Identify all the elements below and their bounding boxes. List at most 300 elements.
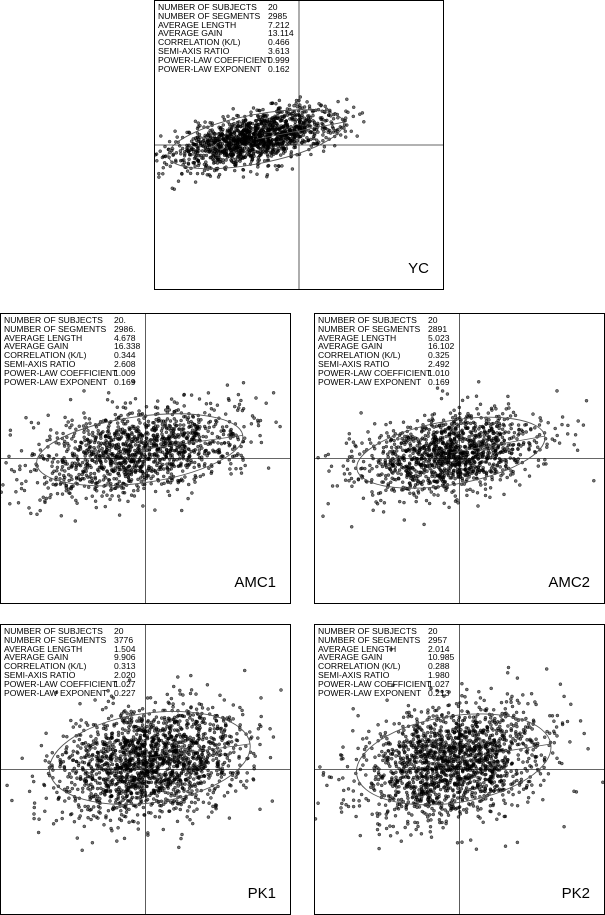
data-point: [118, 514, 121, 517]
data-point: [187, 497, 190, 500]
stat-value: 0.227: [114, 687, 136, 698]
data-point: [77, 458, 80, 461]
data-point: [55, 469, 58, 472]
data-point: [232, 107, 235, 110]
data-point: [461, 479, 464, 482]
data-point: [56, 492, 59, 495]
data-point: [74, 447, 77, 450]
data-point: [259, 419, 262, 422]
data-point: [85, 474, 88, 477]
data-point: [421, 446, 424, 449]
stat-label: AVERAGE LENGTH: [318, 332, 397, 343]
data-point: [171, 456, 174, 459]
data-point: [204, 442, 207, 445]
data-point: [193, 423, 196, 426]
data-point: [227, 115, 230, 118]
data-point: [453, 438, 456, 441]
data-point: [381, 465, 384, 468]
data-point: [62, 432, 65, 435]
data-point: [412, 492, 415, 495]
data-point: [409, 467, 412, 470]
data-point: [20, 482, 23, 485]
data-point: [499, 432, 502, 435]
stat-value: 20: [428, 315, 438, 325]
data-point: [186, 131, 189, 134]
data-point: [421, 458, 424, 461]
data-point: [344, 136, 347, 139]
data-point: [426, 465, 429, 468]
data-point: [182, 394, 185, 397]
data-point: [266, 173, 269, 176]
data-point: [190, 801, 193, 804]
data-point: [116, 422, 119, 425]
data-point: [31, 452, 34, 455]
data-point: [252, 135, 255, 138]
stat-value: 13.114: [268, 28, 294, 39]
data-point: [218, 151, 221, 154]
data-point: [181, 833, 184, 836]
data-point: [496, 464, 499, 467]
data-point: [240, 156, 243, 159]
data-point: [233, 169, 236, 172]
data-point: [199, 475, 202, 478]
data-point: [232, 747, 235, 750]
data-point: [211, 154, 214, 157]
data-point: [464, 445, 467, 448]
data-point: [372, 457, 375, 460]
data-point: [112, 468, 115, 471]
data-point: [187, 459, 190, 462]
data-point: [161, 457, 164, 460]
data-point: [204, 146, 207, 149]
data-point: [160, 420, 163, 423]
data-point: [165, 448, 168, 451]
data-point: [415, 500, 418, 503]
data-point: [479, 403, 482, 406]
data-point: [300, 116, 303, 119]
data-point: [435, 425, 438, 428]
data-point: [80, 756, 83, 759]
data-point: [447, 441, 450, 444]
data-point: [242, 176, 245, 179]
data-point: [128, 473, 131, 476]
data-point: [286, 124, 289, 127]
data-point: [421, 453, 424, 456]
data-point: [361, 442, 364, 445]
data-point: [280, 689, 283, 692]
data-point: [307, 139, 310, 142]
stat-value: 1.010: [428, 367, 450, 378]
data-point: [167, 437, 170, 440]
data-point: [577, 420, 580, 423]
stat-value: 2.020: [114, 669, 136, 680]
data-point: [290, 117, 293, 120]
data-point: [166, 693, 169, 696]
data-point: [248, 731, 251, 734]
data-point: [65, 424, 68, 427]
data-point: [189, 172, 192, 175]
stat-value: 2891: [428, 323, 448, 334]
stat-value: 2.608: [114, 358, 136, 369]
data-point: [274, 102, 277, 105]
data-point: [105, 446, 108, 449]
data-point: [475, 473, 478, 476]
data-point: [237, 135, 240, 138]
data-point: [97, 429, 100, 432]
data-point: [48, 496, 51, 499]
data-point: [118, 461, 121, 464]
data-point: [200, 770, 203, 773]
data-point: [135, 430, 138, 433]
data-point: [533, 439, 536, 442]
data-point: [277, 142, 280, 145]
group-label: YC: [408, 260, 429, 277]
data-point: [75, 468, 78, 471]
data-point: [310, 145, 313, 148]
data-point: [117, 826, 120, 829]
stat-value: 0.313: [114, 661, 136, 672]
data-point: [238, 120, 241, 123]
data-point: [87, 787, 90, 790]
data-point: [178, 451, 181, 454]
data-point: [457, 472, 460, 475]
data-point: [237, 124, 240, 127]
data-point: [270, 140, 273, 143]
data-point: [160, 429, 163, 432]
data-point: [471, 451, 474, 454]
data-point: [229, 462, 232, 465]
data-point: [255, 397, 258, 400]
data-point: [477, 457, 480, 460]
data-point: [240, 141, 243, 144]
data-point: [192, 713, 195, 716]
data-point: [29, 470, 32, 473]
data-point: [20, 449, 23, 452]
data-point: [211, 122, 214, 125]
data-point: [86, 808, 89, 811]
data-point: [389, 468, 392, 471]
data-point: [67, 473, 70, 476]
data-point: [60, 514, 63, 517]
data-point: [397, 458, 400, 461]
data-point: [208, 426, 211, 429]
data-point: [446, 452, 449, 455]
data-point: [179, 152, 182, 155]
data-point: [216, 404, 219, 407]
data-point: [187, 448, 190, 451]
data-point: [390, 488, 393, 491]
data-point: [162, 435, 165, 438]
data-point: [431, 473, 434, 476]
data-point: [180, 509, 183, 512]
data-point: [324, 127, 327, 130]
data-point: [321, 134, 324, 137]
data-point: [558, 442, 561, 445]
data-point: [196, 425, 199, 428]
data-point: [188, 753, 191, 756]
data-point: [260, 122, 263, 125]
data-point: [547, 421, 550, 424]
data-point: [485, 442, 488, 445]
data-point: [36, 513, 39, 516]
data-point: [415, 496, 418, 499]
data-point: [121, 461, 124, 464]
data-point: [427, 419, 430, 422]
data-point: [482, 454, 485, 457]
data-point: [63, 476, 66, 479]
data-point: [362, 120, 365, 123]
data-point: [451, 445, 454, 448]
stat-label: CORRELATION (K/L): [4, 661, 87, 672]
data-point: [325, 136, 328, 139]
stat-value: 3.613: [268, 45, 290, 56]
data-point: [99, 437, 102, 440]
data-point: [168, 494, 171, 497]
data-point: [472, 490, 475, 493]
data-point: [488, 451, 491, 454]
data-point: [418, 463, 421, 466]
data-point: [239, 160, 242, 163]
data-point: [177, 428, 180, 431]
data-point: [122, 442, 125, 445]
data-point: [179, 424, 182, 427]
data-point: [191, 822, 194, 825]
data-point: [465, 494, 468, 497]
data-point: [228, 142, 231, 145]
data-point: [427, 435, 430, 438]
data-point: [441, 436, 444, 439]
data-point: [150, 442, 153, 445]
data-point: [344, 110, 347, 113]
data-point: [33, 468, 36, 471]
data-point: [435, 438, 438, 441]
data-point: [164, 155, 167, 158]
data-point: [439, 456, 442, 459]
data-point: [457, 432, 460, 435]
data-point: [187, 416, 190, 419]
data-point: [20, 487, 23, 490]
data-point: [458, 406, 461, 409]
data-point: [235, 139, 238, 142]
data-point: [392, 429, 395, 432]
data-point: [49, 438, 52, 441]
data-point: [124, 462, 127, 465]
data-point: [212, 440, 215, 443]
data-point: [450, 476, 453, 479]
data-point: [84, 416, 87, 419]
data-point: [234, 158, 237, 161]
data-point: [574, 433, 577, 436]
data-point: [56, 460, 59, 463]
data-point: [55, 432, 58, 435]
data-point: [371, 494, 374, 497]
data-point: [455, 435, 458, 438]
data-point: [100, 442, 103, 445]
data-point: [117, 430, 120, 433]
data-point: [83, 389, 86, 392]
data-point: [437, 494, 440, 497]
data-point: [444, 428, 447, 431]
stat-label: CORRELATION (K/L): [318, 350, 401, 361]
data-point: [322, 515, 325, 518]
data-point: [164, 442, 167, 445]
data-point: [120, 464, 123, 467]
data-point: [405, 450, 408, 453]
data-point: [79, 702, 82, 705]
data-point: [428, 502, 431, 505]
data-point: [1, 483, 4, 486]
data-point: [537, 465, 540, 468]
stat-value: 2985: [268, 10, 288, 21]
stat-label: SEMI-AXIS RATIO: [4, 669, 76, 680]
data-point: [123, 452, 126, 455]
data-point: [540, 419, 543, 422]
data-point: [256, 419, 259, 422]
data-point: [205, 164, 208, 167]
stat-label: POWER-LAW EXPONENT: [4, 376, 108, 387]
data-point: [405, 476, 408, 479]
data-point: [490, 409, 493, 412]
data-point: [312, 135, 315, 138]
data-point: [486, 434, 489, 437]
data-point: [516, 461, 519, 464]
data-point: [113, 454, 116, 457]
data-point: [420, 430, 423, 433]
data-point: [368, 438, 371, 441]
data-point: [348, 472, 351, 475]
data-point: [443, 474, 446, 477]
data-point: [527, 447, 530, 450]
data-point: [277, 145, 280, 148]
data-point: [221, 455, 224, 458]
data-point: [525, 431, 528, 434]
data-point: [301, 107, 304, 110]
data-point: [186, 170, 189, 173]
data-point: [232, 751, 235, 754]
data-point: [372, 509, 375, 512]
data-point: [166, 406, 169, 409]
data-point: [507, 402, 510, 405]
data-point: [267, 467, 270, 470]
data-point: [109, 436, 112, 439]
data-point: [387, 456, 390, 459]
data-point: [152, 798, 155, 801]
data-point: [484, 494, 487, 497]
data-point: [439, 439, 442, 442]
data-point: [183, 433, 186, 436]
data-point: [470, 414, 473, 417]
data-point: [283, 114, 286, 117]
data-point: [295, 102, 298, 105]
data-point: [92, 453, 95, 456]
data-point: [419, 482, 422, 485]
data-point: [454, 455, 457, 458]
data-point: [83, 436, 86, 439]
data-point: [197, 418, 200, 421]
data-point: [78, 725, 81, 728]
data-point: [208, 789, 211, 792]
data-point: [39, 499, 42, 502]
data-point: [51, 461, 54, 464]
data-point: [342, 465, 345, 468]
data-point: [438, 477, 441, 480]
data-point: [203, 169, 206, 172]
data-point: [517, 429, 520, 432]
data-point: [316, 122, 319, 125]
stats-block: [4, 627, 136, 697]
data-point: [209, 402, 212, 405]
data-point: [517, 458, 520, 461]
data-point: [177, 436, 180, 439]
data-point: [425, 442, 428, 445]
data-point: [142, 806, 145, 809]
data-point: [329, 114, 332, 117]
data-point: [402, 421, 405, 424]
data-point: [82, 425, 85, 428]
data-point: [175, 765, 178, 768]
data-point: [63, 470, 66, 473]
data-point: [489, 486, 492, 489]
data-point: [226, 791, 229, 794]
data-point: [180, 173, 183, 176]
data-point: [312, 114, 315, 117]
data-point: [145, 426, 148, 429]
data-point: [460, 422, 463, 425]
data-point: [197, 421, 200, 424]
data-point: [256, 126, 259, 129]
data-point: [281, 142, 284, 145]
data-point: [208, 143, 211, 146]
data-point: [245, 786, 248, 789]
data-point: [179, 693, 182, 696]
data-point: [115, 444, 118, 447]
stat-label: AVERAGE LENGTH: [4, 332, 83, 343]
data-point: [201, 149, 204, 152]
data-point: [109, 819, 112, 822]
data-point: [226, 452, 229, 455]
data-point: [519, 445, 522, 448]
data-point: [431, 424, 434, 427]
data-point: [197, 164, 200, 167]
data-point: [417, 479, 420, 482]
data-point: [141, 707, 144, 710]
data-point: [67, 467, 70, 470]
data-point: [235, 732, 238, 735]
data-point: [87, 486, 90, 489]
data-point: [466, 471, 469, 474]
data-point: [443, 481, 446, 484]
data-point: [55, 454, 58, 457]
data-point: [477, 505, 480, 508]
data-point: [239, 467, 242, 470]
data-point: [453, 469, 456, 472]
data-point: [500, 460, 503, 463]
stat-label: SEMI-AXIS RATIO: [318, 358, 390, 369]
data-point: [487, 412, 490, 415]
data-point: [147, 467, 150, 470]
data-point: [272, 144, 275, 147]
data-point: [190, 459, 193, 462]
data-point: [285, 120, 288, 123]
data-point: [377, 460, 380, 463]
data-point: [70, 478, 73, 481]
data-point: [59, 483, 62, 486]
data-point: [479, 481, 482, 484]
data-point: [104, 505, 107, 508]
data-point: [141, 718, 144, 721]
data-point: [162, 468, 165, 471]
data-point: [98, 797, 101, 800]
